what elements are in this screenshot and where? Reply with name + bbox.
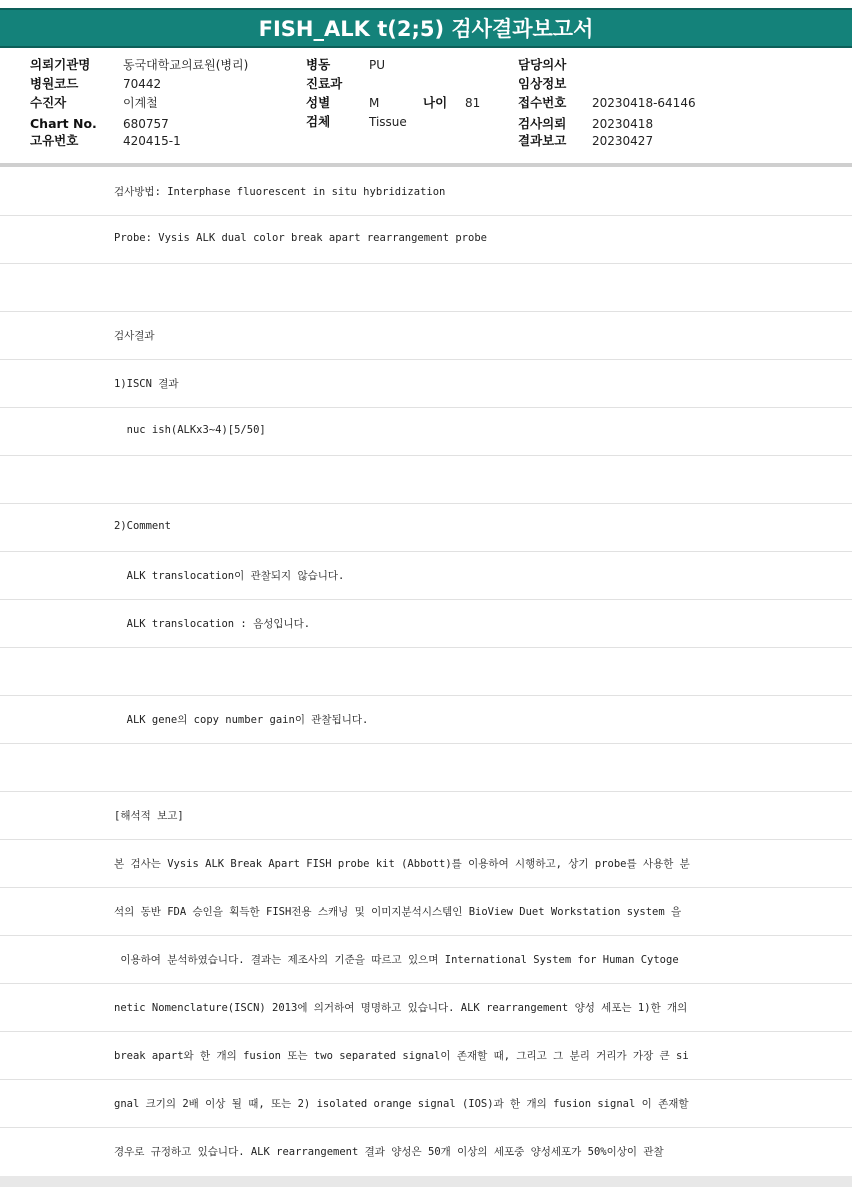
unique-no-label: 고유번호 xyxy=(30,133,79,148)
doctor-label: 담당의사 xyxy=(518,57,567,72)
receipt-no-value: 20230418-64146 xyxy=(592,96,696,110)
chart-no-label: Chart No. xyxy=(30,116,97,131)
report-line: [해석적 보고] xyxy=(0,792,852,840)
header-divider xyxy=(0,163,852,167)
horizontal-scrollbar[interactable] xyxy=(0,1176,852,1187)
report-line: 검사방법: Interphase fluorescent in situ hybridization xyxy=(0,168,852,216)
report-line: Probe: Vysis ALK dual color break apart rearrangement probe xyxy=(0,216,852,264)
report-date-value: 20230427 xyxy=(592,134,654,148)
report-line: 1)ISCN 결과 xyxy=(0,360,852,408)
report-title-bar xyxy=(0,8,852,48)
hospital-code-label: 병원코드 xyxy=(30,76,79,91)
report-date-label: 결과보고 xyxy=(518,133,567,148)
report-line xyxy=(0,744,852,792)
hospital-code-value: 70442 xyxy=(123,77,162,91)
specimen-value: Tissue xyxy=(369,115,407,129)
institution-label: 의뢰기관명 xyxy=(30,57,91,72)
report-line xyxy=(0,264,852,312)
report-line: ALK translocation : 음성입니다. xyxy=(0,600,852,648)
report-line: ALK translocation이 관찰되지 않습니다. xyxy=(0,552,852,600)
patient-name-value: 이계철 xyxy=(123,96,158,110)
report-line: netic Nomenclature(ISCN) 2013에 의거하여 명명하고 있습니다. ALK rearrangement 양성 세포는 1)한 개의 xyxy=(0,984,852,1032)
report-line: 본 검사는 Vysis ALK Break Apart FISH probe kit (Abbott)를 이용하여 시행하고, 상기 probe를 사용한 분 xyxy=(0,840,852,888)
patient-info xyxy=(0,55,852,155)
unique-no-value: 420415-1 xyxy=(123,134,181,148)
request-date-value: 20230418 xyxy=(592,117,654,131)
receipt-no-label: 접수번호 xyxy=(518,95,567,110)
department-label: 진료과 xyxy=(306,76,343,91)
institution-value: 동국대학교의료원(병리) xyxy=(123,58,249,72)
patient-name-label: 수진자 xyxy=(30,95,67,110)
report-line: 석의 동반 FDA 승인을 획득한 FISH전용 스캐닝 및 이미지분석시스템인 BioView Duet Workstation system 을 xyxy=(0,888,852,936)
sex-label: 성별 xyxy=(306,95,331,110)
report-body[interactable] xyxy=(0,168,852,1175)
age-value: 81 xyxy=(465,96,481,110)
report-line: 이용하여 분석하였습니다. 결과는 제조사의 기준을 따르고 있으며 International System for Human Cytoge xyxy=(0,936,852,984)
report-line: 경우로 규정하고 있습니다. ALK rearrangement 결과 양성은 50개 이상의 세포중 양성세포가 50%이상이 관찰 xyxy=(114,1146,664,1158)
report-line: gnal 크기의 2배 이상 될 때, 또는 2) isolated orange signal (IOS)과 한 개의 fusion signal 이 존재할 xyxy=(0,1080,852,1128)
ward-value: PU xyxy=(369,58,386,72)
report-line: 검사결과 xyxy=(0,312,852,360)
chart-no-value: 680757 xyxy=(123,117,169,131)
report-line: 2)Comment xyxy=(0,504,852,552)
report-line: ALK gene의 copy number gain이 관찰됩니다. xyxy=(0,696,852,744)
report-line: break apart와 한 개의 fusion 또는 two separated signal이 존재할 때, 그리고 그 분리 거리가 가장 큰 si xyxy=(0,1032,852,1080)
age-label: 나이 xyxy=(423,95,448,110)
sex-value: M xyxy=(369,96,380,110)
report-title: FISH_ALK t(2;5) 검사결과보고서 xyxy=(258,17,594,41)
clinical-info-label: 임상정보 xyxy=(518,76,567,91)
report-line xyxy=(0,456,852,504)
specimen-label: 검체 xyxy=(306,114,331,129)
request-date-label: 검사의뢰 xyxy=(518,116,567,131)
ward-label: 병동 xyxy=(306,57,331,72)
report-line xyxy=(0,648,852,696)
report-line: nuc ish(ALKx3~4)[5/50] xyxy=(0,408,852,456)
